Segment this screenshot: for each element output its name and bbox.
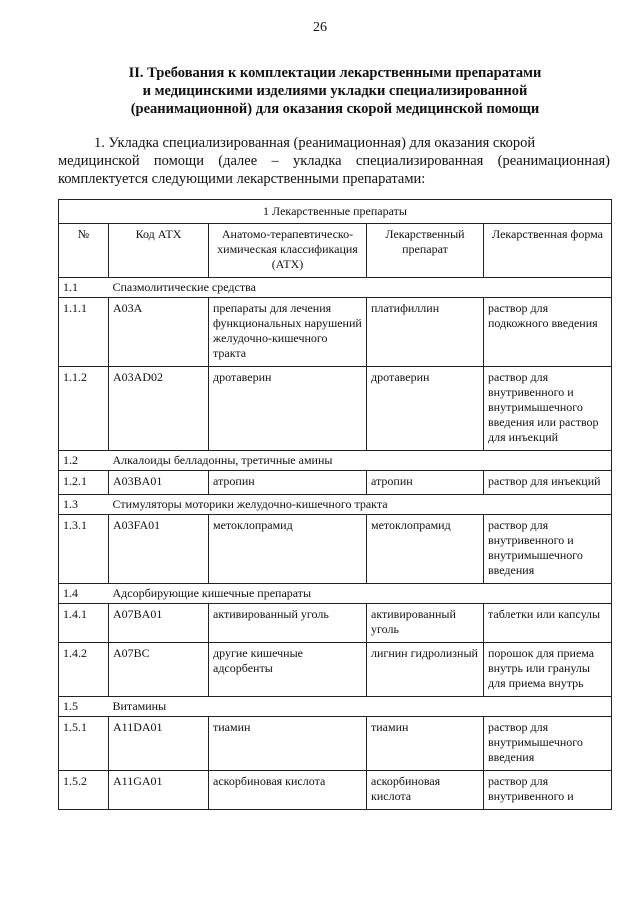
group-name: Спазмолитические средства [109,278,612,298]
cell-dosage-form: раствор для подкожного введения [484,298,612,367]
cell-drug: метоклопрамид [367,515,484,584]
cell-atc-code: A07BC [109,643,209,697]
section-title-line: и медицинскими изделиями укладки специализированной [142,83,528,99]
group-name: Витамины [109,697,612,717]
intro-first-line: 1. Укладка специализированная (реанимационная) для оказания скорой [94,135,536,151]
intro-paragraph [58,134,610,188]
group-row [59,451,612,471]
group-row [59,584,612,604]
group-row [59,495,612,515]
group-number: 1.3 [59,495,109,515]
cell-atc-classification: другие кишечные адсорбенты [209,643,367,697]
cell-atc-code: A11GA01 [109,771,209,810]
cell-dosage-form: раствор для внутривенного и внутримышечного введения или раствор для инъекций [484,367,612,451]
cell-atc-code: A03BA01 [109,471,209,495]
cell-atc-classification: метоклопрамид [209,515,367,584]
cell-number: 1.5.1 [59,717,109,771]
table-row [59,643,612,697]
cell-dosage-form: раствор для внутривенного и [484,771,612,810]
cell-drug: активированный уголь [367,604,484,643]
cell-drug: платифиллин [367,298,484,367]
cell-number: 1.4.1 [59,604,109,643]
table-row [59,771,612,810]
group-number: 1.2 [59,451,109,471]
cell-drug: лигнин гидролизный [367,643,484,697]
cell-atc-code: A07BA01 [109,604,209,643]
header-dosage-form: Лекарственная форма [484,224,612,278]
cell-drug: аскорбиновая кислота [367,771,484,810]
cell-atc-code: A11DA01 [109,717,209,771]
group-name: Алкалоиды белладонны, третичные амины [109,451,612,471]
cell-dosage-form: порошок для приема внутрь или гранулы для приема внутрь [484,643,612,697]
cell-atc-code: A03AD02 [109,367,209,451]
page-number: 26 [313,20,327,35]
header-drug: Лекарственный препарат [367,224,484,278]
section-title [60,64,610,118]
group-number: 1.4 [59,584,109,604]
cell-number: 1.2.1 [59,471,109,495]
cell-number: 1.5.2 [59,771,109,810]
group-row [59,697,612,717]
section-title-line: II. Требования к комплектации лекарственными препаратами [128,65,542,81]
group-number: 1.5 [59,697,109,717]
cell-number: 1.4.2 [59,643,109,697]
cell-atc-classification: атропин [209,471,367,495]
section-title-line: (реанимационной) для оказания скорой медицинской помощи [130,101,540,117]
table-row [59,298,612,367]
cell-drug: тиамин [367,717,484,771]
cell-number: 1.1.2 [59,367,109,451]
group-name: Стимуляторы моторики желудочно-кишечного тракта [109,495,612,515]
cell-dosage-form: раствор для внутривенного и внутримышечного введения [484,515,612,584]
cell-dosage-form: раствор для внутримышечного введения [484,717,612,771]
medications-table [58,199,612,810]
cell-drug: дротаверин [367,367,484,451]
header-number: № [59,224,109,278]
cell-atc-classification: аскорбиновая кислота [209,771,367,810]
cell-drug: атропин [367,471,484,495]
table-row [59,717,612,771]
cell-atc-classification: тиамин [209,717,367,771]
header-atc-code: Код АТХ [109,224,209,278]
cell-number: 1.1.1 [59,298,109,367]
group-name: Адсорбирующие кишечные препараты [109,584,612,604]
cell-atc-classification: активированный уголь [209,604,367,643]
cell-atc-classification: препараты для лечения функциональных нарушений желудочно-кишечного тракта [209,298,367,367]
table-caption: 1 Лекарственные препараты [59,200,612,224]
group-number: 1.1 [59,278,109,298]
header-atc-classification: Анатомо-терапевтическо-химическая классификация (АТХ) [209,224,367,278]
cell-dosage-form: раствор для инъекций [484,471,612,495]
intro-rest: медицинской помощи (далее – укладка специализированная (реанимационная) комплектуется следующими лекарственными препаратами: [58,153,610,187]
table-row [59,515,612,584]
cell-atc-code: A03A [109,298,209,367]
cell-dosage-form: таблетки или капсулы [484,604,612,643]
cell-atc-code: A03FA01 [109,515,209,584]
table-row [59,604,612,643]
cell-number: 1.3.1 [59,515,109,584]
table-header-row [59,224,612,278]
cell-atc-classification: дротаверин [209,367,367,451]
table-row [59,471,612,495]
group-row [59,278,612,298]
table-row [59,367,612,451]
